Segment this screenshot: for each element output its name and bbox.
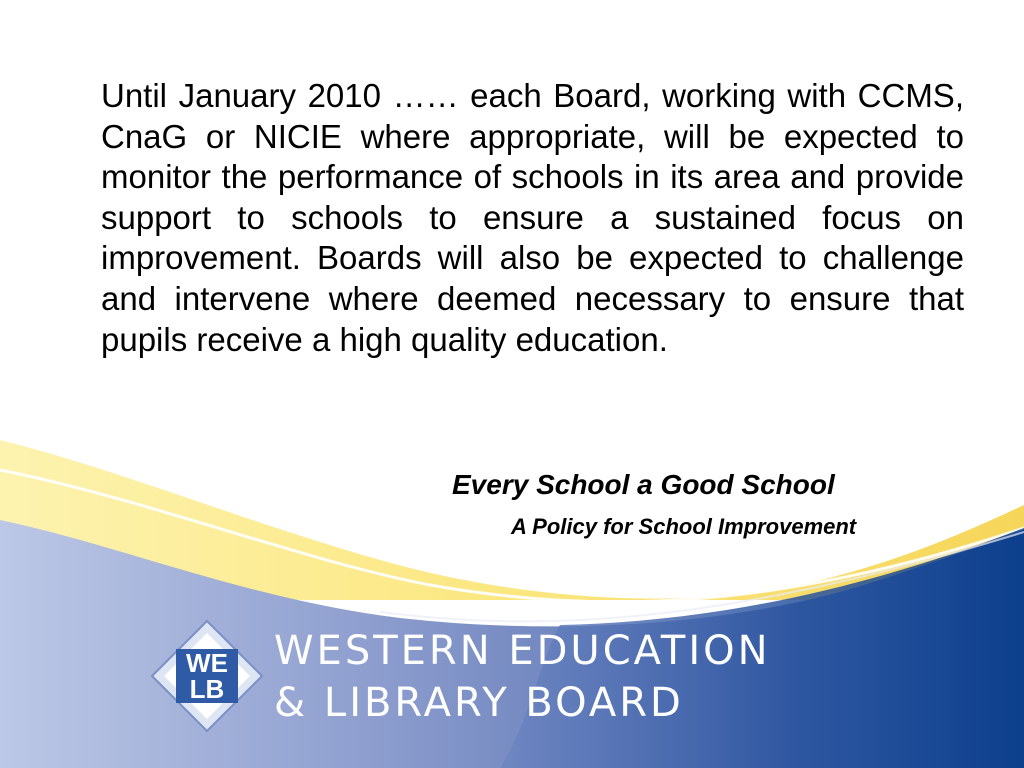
org-name-line-2: & LIBRARY BOARD: [274, 680, 684, 726]
svg-text:LB: LB: [189, 674, 225, 704]
welb-logo: [150, 619, 264, 733]
citation-title: Every School a Good School: [452, 469, 835, 500]
slide-body-text: Until January 2010 …… each Board, working with CCMS, CnaG or NICIE where appropriate, will be expected to monitor the performance of schools in its area and provide support to schools to ensure a sustained focus on improvement. Boards will also be expected to challenge and intervene where deemed necessary to ensure that pupils receive a high quality education.: [101, 77, 964, 358]
citation-subtitle: A Policy for School Improvement: [511, 514, 857, 539]
svg-text:WE: WE: [186, 648, 228, 678]
org-name-line-1: WESTERN EDUCATION: [274, 628, 771, 674]
